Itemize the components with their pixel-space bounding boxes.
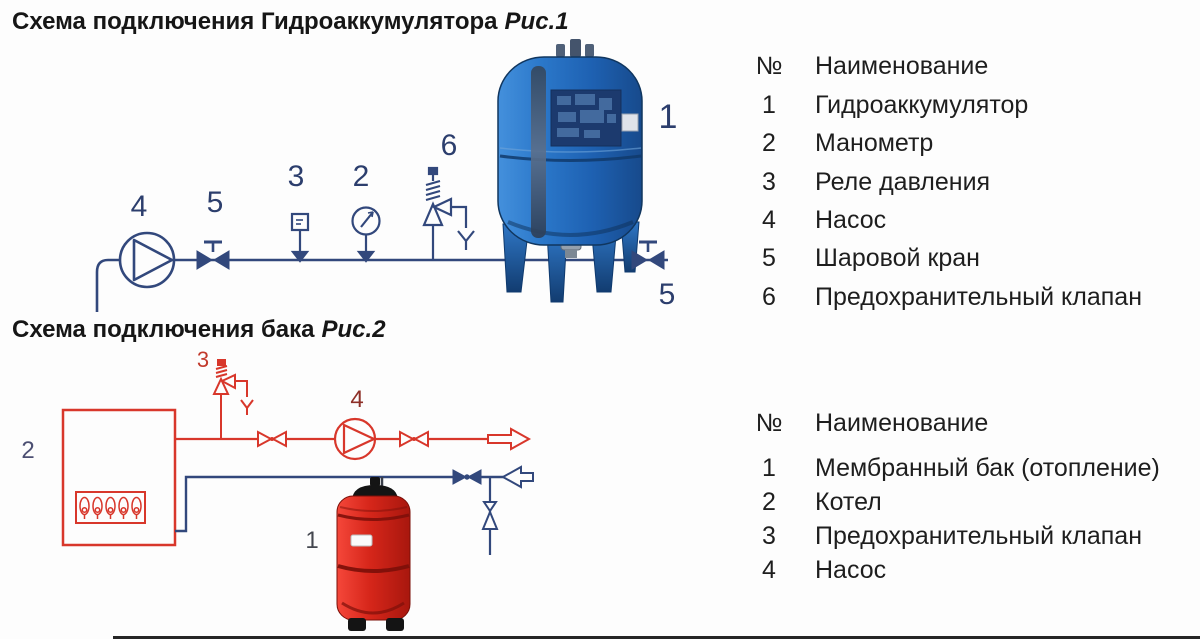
legend2-row xyxy=(740,454,1200,484)
fig2-valve-supply-right xyxy=(400,432,428,446)
fig1-safety-valve-symbol xyxy=(424,168,474,260)
legend1-row xyxy=(740,206,1200,236)
fig2-valve-supply-left xyxy=(258,432,286,446)
fig2-label-safety-valve: 3 xyxy=(196,347,210,372)
legend1-row-name: Гидроаккумулятор xyxy=(815,91,1029,119)
legend2-row-name: Котел xyxy=(815,488,882,516)
fig2-tank-nameplate xyxy=(351,535,372,546)
fig2-label-boiler: 2 xyxy=(21,437,35,464)
fig2-supply-arrow-icon xyxy=(488,429,529,449)
fig2-check-valve-symbol xyxy=(483,502,497,529)
fig1-label-pump: 4 xyxy=(130,190,148,223)
legend2-row-name: Предохранительный клапан xyxy=(815,522,1143,550)
legend1-row-name: Предохранительный клапан xyxy=(815,283,1143,311)
figure2-diagram xyxy=(0,339,580,639)
figure2-fig-ref: Рис.2 xyxy=(321,316,386,343)
legend2-row xyxy=(740,488,1200,518)
fig1-tank-label-sticker xyxy=(551,90,621,146)
legend2-row-num: 1 xyxy=(762,454,776,482)
fig1-label-tank: 1 xyxy=(658,98,678,136)
fig1-pressure-relay-symbol xyxy=(292,214,308,261)
legend2-row-name: Мембранный бак (отопление) xyxy=(815,454,1160,482)
fig1-label-valve-right: 5 xyxy=(658,278,676,311)
legend2-row xyxy=(740,522,1200,552)
legend2-row xyxy=(740,556,1200,586)
legend-figure1 xyxy=(740,52,1200,322)
fig1-manometer-symbol xyxy=(353,208,380,262)
legend1-row xyxy=(740,244,1200,274)
fig2-pump-symbol xyxy=(335,419,375,459)
legend1-row-num: 5 xyxy=(762,244,776,272)
legend1-header-num: № xyxy=(755,52,783,80)
legend1-row-num: 3 xyxy=(762,168,776,196)
fig2-valve-return xyxy=(453,470,481,484)
fig2-label-pump: 4 xyxy=(350,386,364,413)
fig1-label-valve-left: 5 xyxy=(206,186,224,219)
fig2-flame-icons xyxy=(80,498,141,520)
legend1-row-num: 4 xyxy=(762,206,776,234)
legend-figure2 xyxy=(740,409,1200,594)
legend2-header-name: Наименование xyxy=(815,409,989,437)
fig1-tank-nameplate xyxy=(622,114,638,131)
fig1-label-relay: 3 xyxy=(287,160,305,193)
fig1-hydroaccumulator-tank xyxy=(498,39,642,302)
fig1-pipe xyxy=(97,260,668,312)
legend2-header-num: № xyxy=(755,409,783,437)
fig1-pump-symbol xyxy=(120,233,174,287)
legend1-header xyxy=(740,52,1200,82)
legend1-row xyxy=(740,91,1200,121)
legend1-row-name: Манометр xyxy=(815,129,934,157)
legend1-row-num: 6 xyxy=(762,283,776,311)
fig2-boiler xyxy=(63,410,175,545)
legend1-row-name: Шаровой кран xyxy=(815,244,980,272)
legend2-header xyxy=(740,409,1200,439)
legend2-row-num: 4 xyxy=(762,556,776,584)
legend1-row-name: Реле давления xyxy=(815,168,991,196)
fig1-label-manometer: 2 xyxy=(352,160,370,193)
legend2-row-name: Насос xyxy=(815,556,887,584)
fig2-membrane-tank xyxy=(337,477,410,631)
legend2-row-num: 2 xyxy=(762,488,776,516)
legend1-row xyxy=(740,168,1200,198)
fig1-label-safety-valve: 6 xyxy=(440,129,458,162)
fig1-ball-valve-left xyxy=(197,242,229,269)
legend1-row xyxy=(740,283,1200,313)
legend2-row-num: 3 xyxy=(762,522,776,550)
legend1-row xyxy=(740,129,1200,159)
legend1-header-name: Наименование xyxy=(815,52,989,80)
legend1-row-num: 2 xyxy=(762,129,776,157)
fig2-return-arrow-icon xyxy=(503,467,533,487)
figure1-title-text: Схема подключения Гидроаккумулятора xyxy=(12,8,498,35)
figure1-fig-ref: Рис.1 xyxy=(504,8,569,35)
fig2-safety-valve-symbol xyxy=(214,360,253,439)
figure1-diagram xyxy=(0,0,720,330)
legend1-row-name: Насос xyxy=(815,206,887,234)
fig2-label-tank: 1 xyxy=(305,527,319,554)
figure2-title-text: Схема подключения бака xyxy=(12,316,315,343)
legend1-row-num: 1 xyxy=(762,91,776,119)
